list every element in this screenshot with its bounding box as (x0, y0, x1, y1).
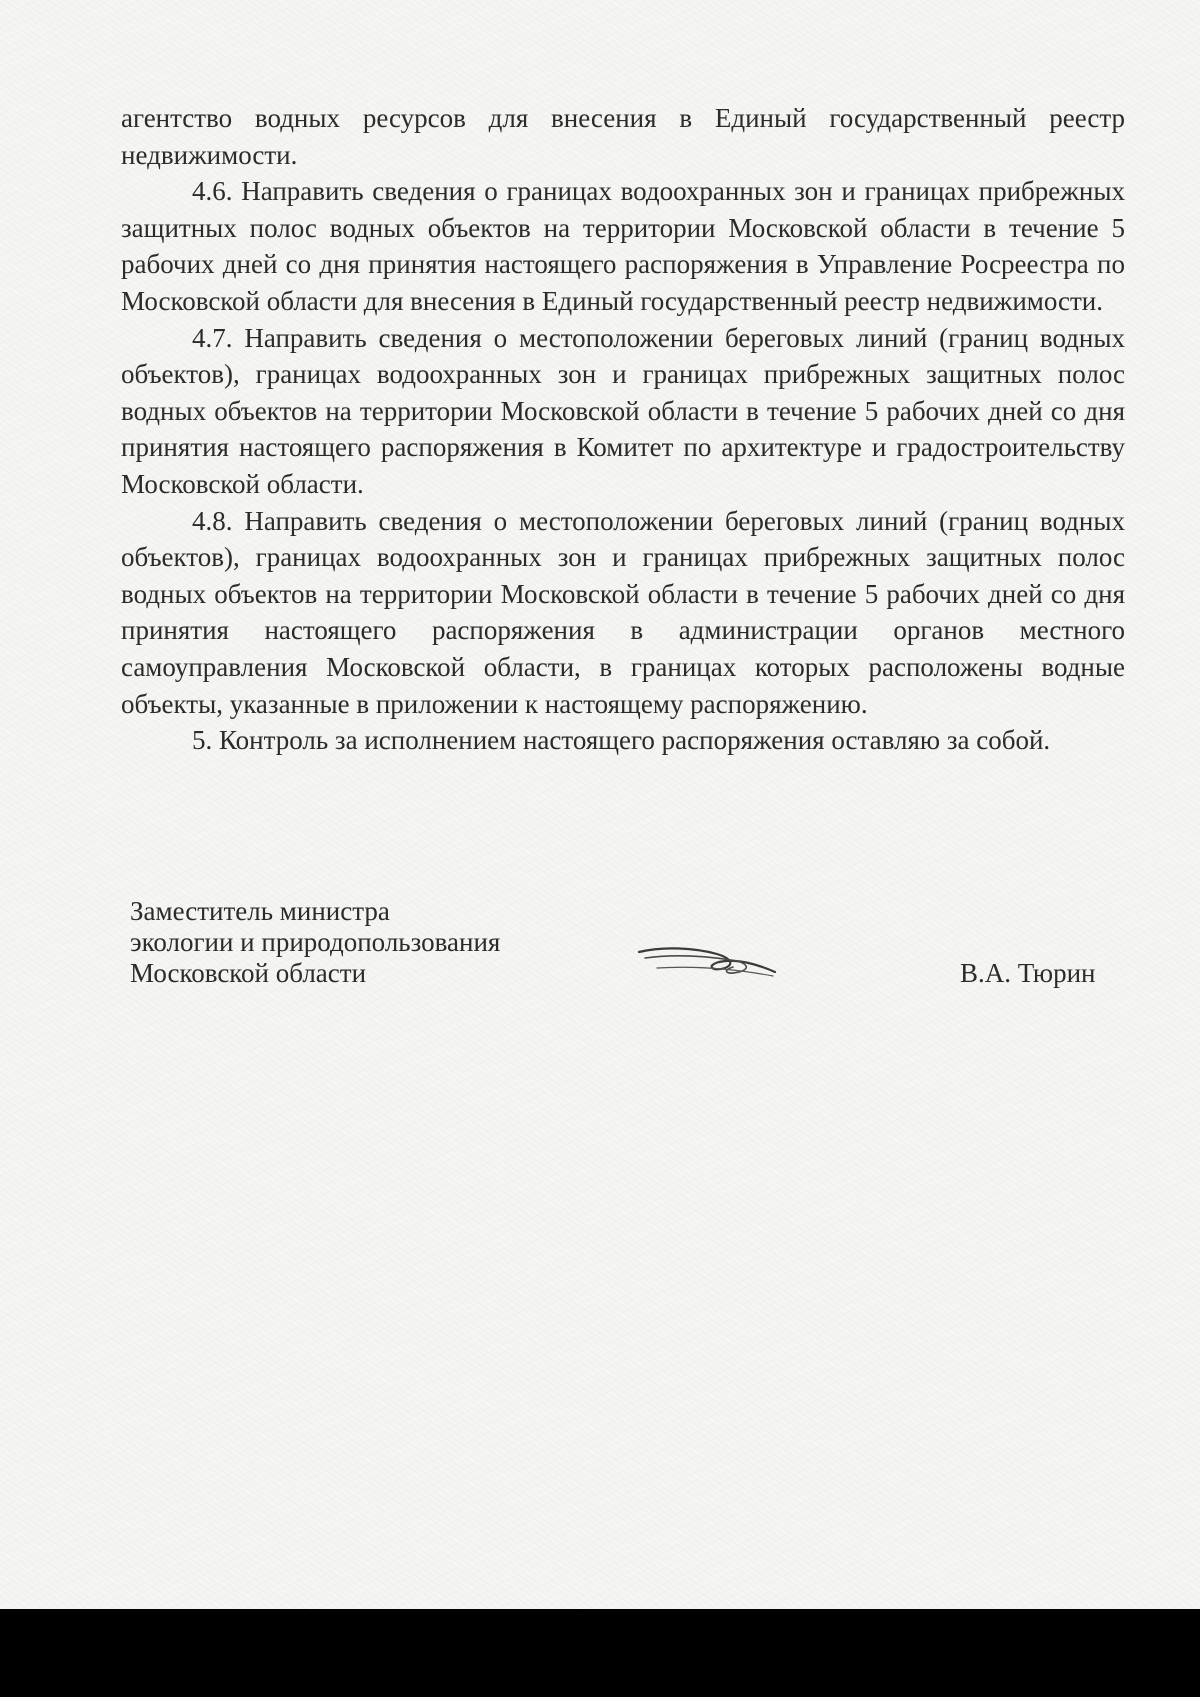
signatory-name: В.А. Тюрин (960, 958, 1096, 988)
signature-block (130, 896, 1130, 996)
paragraph-4-8: 4.8. Направить сведения о местоположении береговых линий (границ водных объектов), границах водоохранных зон и границах прибрежных защитных полос водных объектов на территории Московской области в течение 5 рабочих дней со дня принятия настоящего распоряжения в администрации органов местного самоуправления Московской области, в границах которых расположены водные объекты, указанные в приложении к настоящему распоряжению. (121, 505, 1125, 719)
signatory-title-line: Московской области (130, 958, 367, 988)
scan-border (0, 1609, 1200, 1697)
paragraph-continuation: агентство водных ресурсов для внесения в Единый государственный реестр недвижимости. (121, 103, 1125, 170)
paragraph-4-6: 4.6. Направить сведения о границах водоохранных зон и границах прибрежных защитных полос водных объектов на территории Московской области в течение 5 рабочих дней со дня принятия настоящего распоряжения в Управление Росреестра по Московской области для внесения в Единый государственный реестр недвижимости. (121, 176, 1125, 316)
signatory-title (130, 896, 570, 989)
handwritten-signature (635, 938, 785, 988)
paragraph-5: 5. Контроль за исполнением настоящего распоряжения оставляю за собой. (192, 725, 1051, 756)
signatory-title-line: Заместитель министра (130, 896, 390, 926)
paragraph-4-7: 4.7. Направить сведения о местоположении береговых линий (границ водных объектов), границах водоохранных зон и границах прибрежных защитных полос водных объектов на территории Московской области в течение 5 рабочих дней со дня принятия настоящего распоряжения в Комитет по архитектуре и градостроительству Московской области. (121, 322, 1125, 499)
signatory-title-line: экологии и природопользования (130, 927, 501, 957)
document-body (121, 100, 1125, 759)
